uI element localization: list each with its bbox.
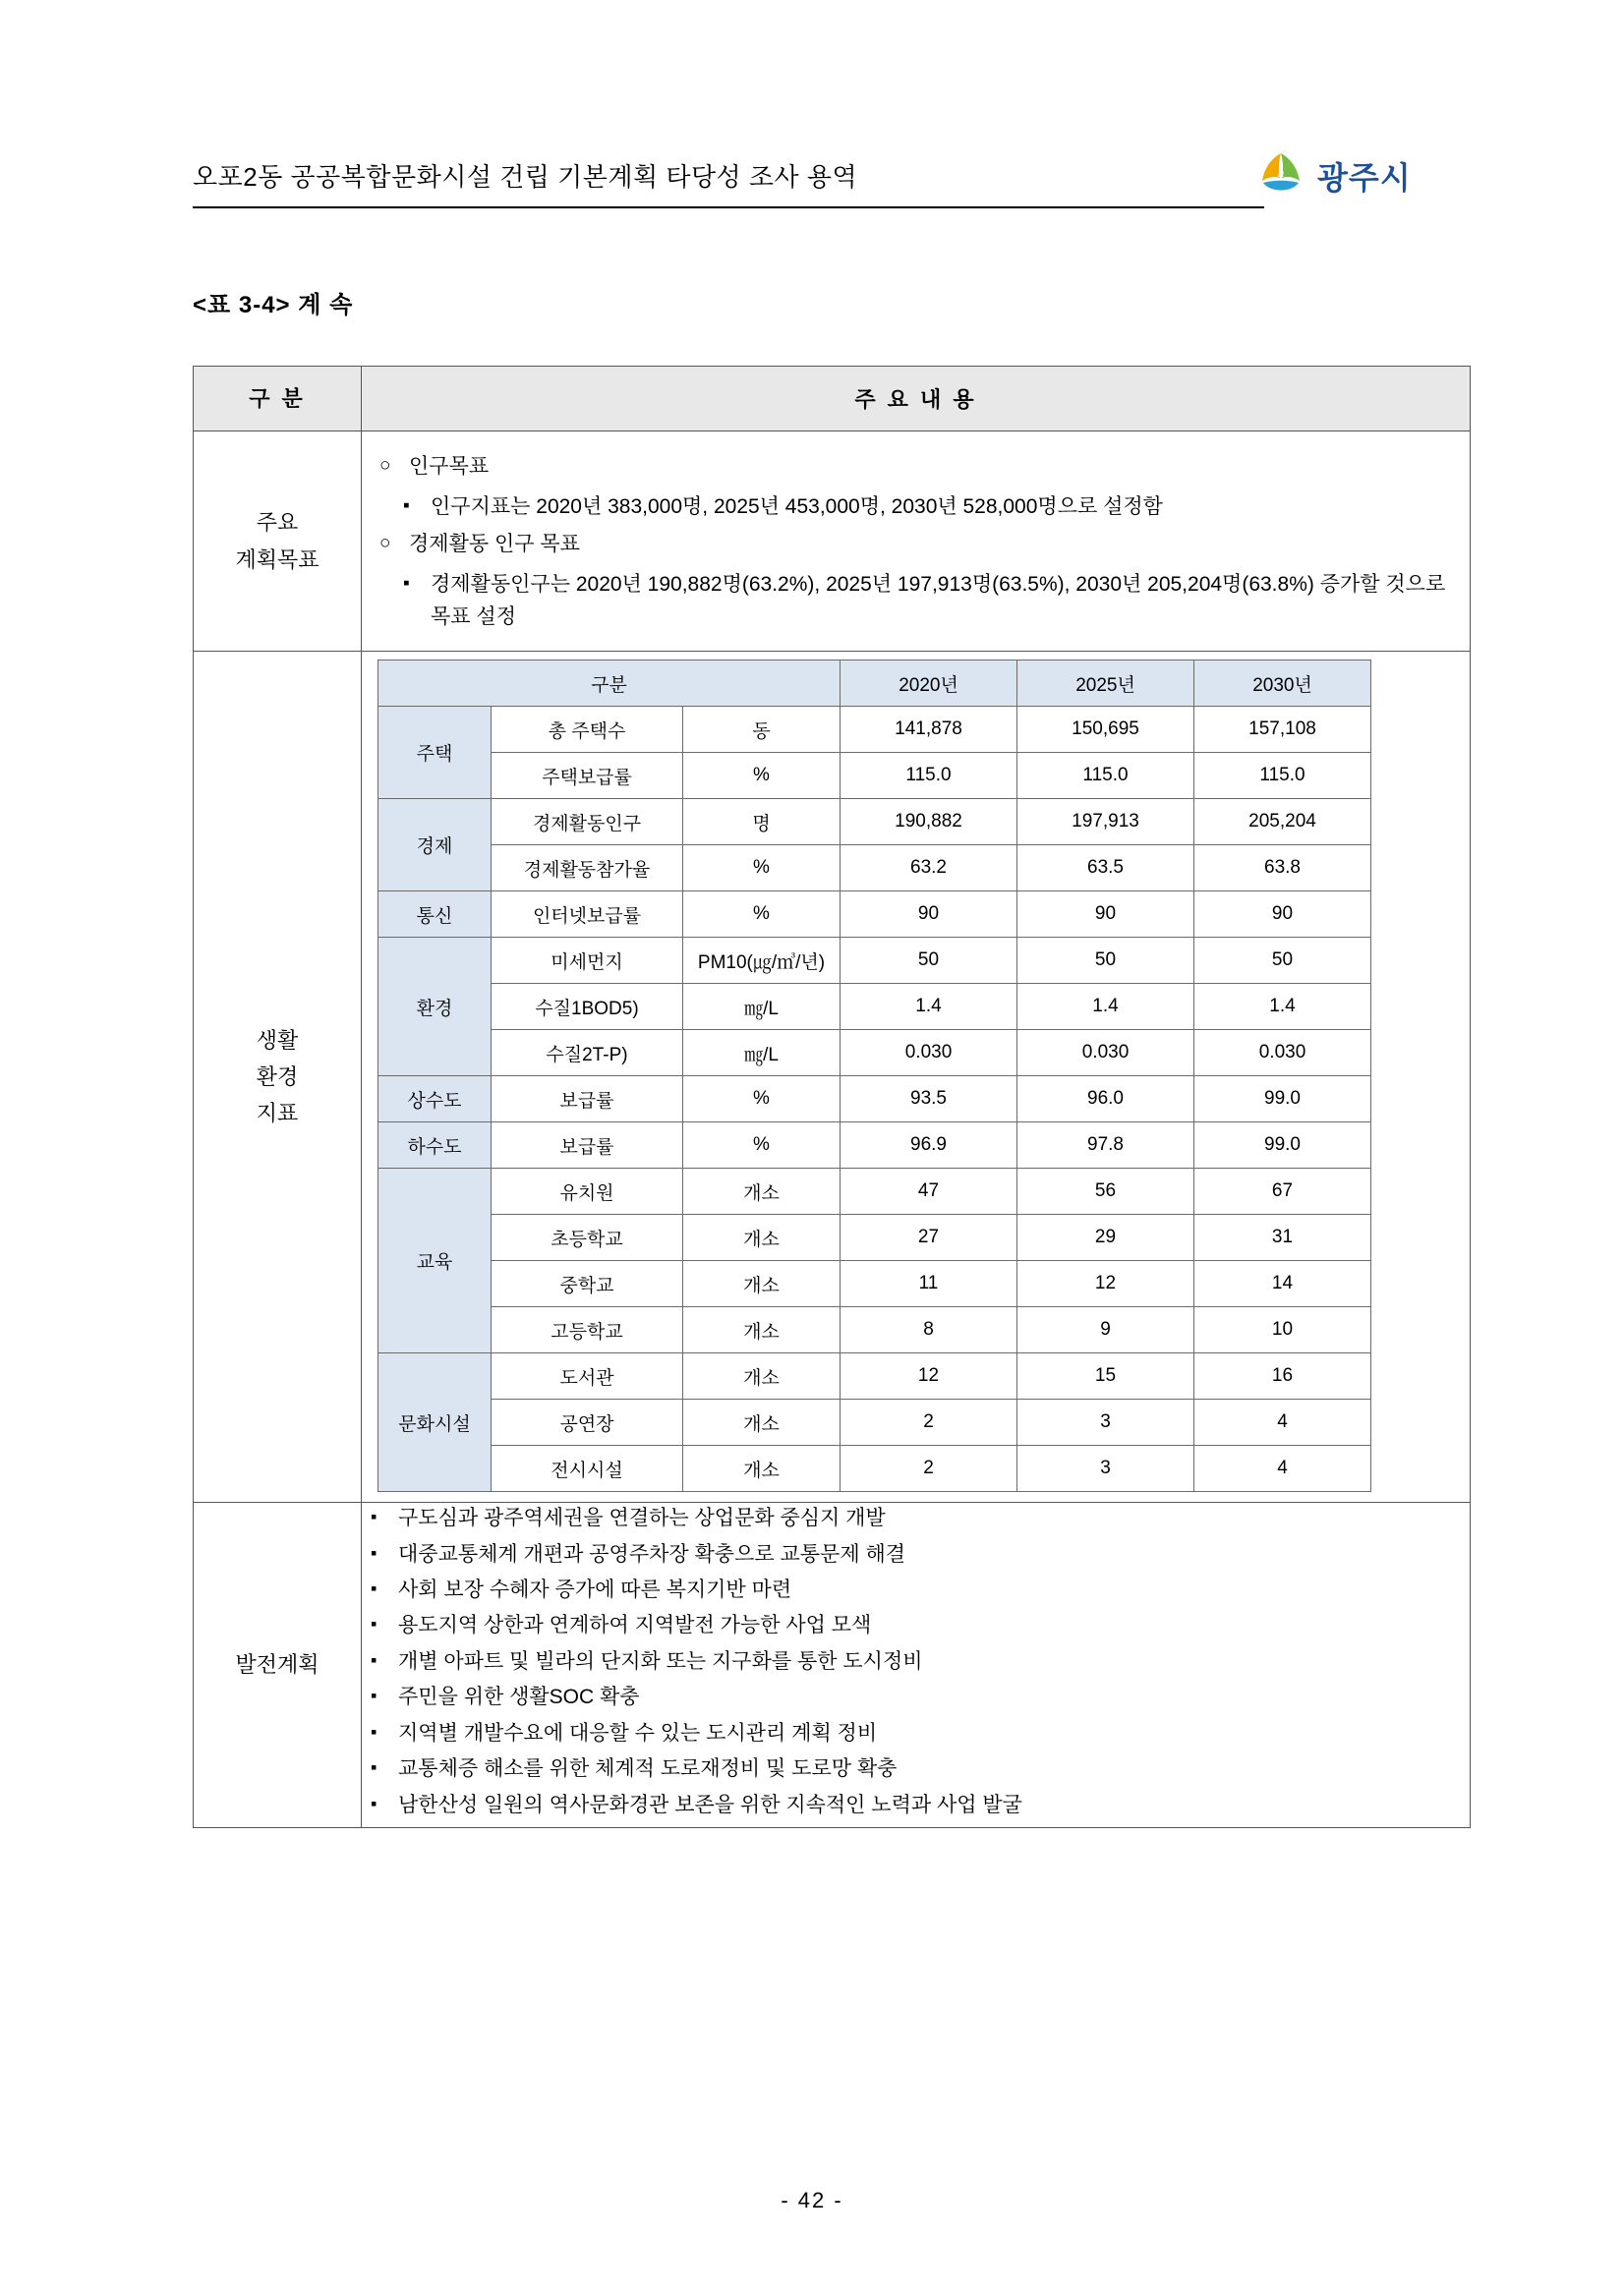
indicator-unit-cell: % <box>683 1076 841 1122</box>
indicator-value-y2020: 12 <box>841 1353 1017 1400</box>
development-plan-item: ▪ 개별 아파트 및 빌라의 단지화 또는 지구화를 통한 도시정비 <box>363 1647 1469 1677</box>
indicator-value-y2020: 0.030 <box>841 1030 1017 1076</box>
indicator-unit-cell: % <box>683 845 841 891</box>
indicator-item-cell: 보급률 <box>492 1076 683 1122</box>
indicator-unit-cell: % <box>683 891 841 938</box>
indicator-unit-cell: ㎎/L <box>683 984 841 1030</box>
indicator-item-cell: 보급률 <box>492 1122 683 1169</box>
indicator-item-cell: 중학교 <box>492 1261 683 1307</box>
indicator-unit-cell: 명 <box>683 799 841 845</box>
indicator-unit-cell: PM10(㎍/㎥/년) <box>683 938 841 984</box>
indicator-unit-cell: 개소 <box>683 1215 841 1261</box>
indicator-value-y2020: 50 <box>841 938 1017 984</box>
indicator-category-cell: 환경 <box>378 938 492 1076</box>
indicator-unit-cell: ㎎/L <box>683 1030 841 1076</box>
indicator-unit-cell: 개소 <box>683 1261 841 1307</box>
row-label-development: 발전계획 <box>194 1503 362 1828</box>
indicator-value-y2030: 157,108 <box>1194 707 1371 753</box>
indicator-row <box>378 707 1371 753</box>
row-label-indicators-line2: 환경 <box>256 1063 299 1089</box>
header-cell-content: 주 요 내 용 <box>362 367 1471 431</box>
indicator-item-cell: 미세먼지 <box>492 938 683 984</box>
indicator-item-cell: 주택보급률 <box>492 753 683 799</box>
indicator-header-y2020: 2020년 <box>841 660 1017 707</box>
indicator-value-y2020: 63.2 <box>841 845 1017 891</box>
indicator-value-y2030: 0.030 <box>1194 1030 1371 1076</box>
indicator-value-y2020: 2 <box>841 1446 1017 1492</box>
indicator-value-y2020: 90 <box>841 891 1017 938</box>
indicator-value-y2025: 0.030 <box>1017 1030 1194 1076</box>
indicator-unit-cell: 개소 <box>683 1169 841 1215</box>
indicator-item-cell: 수질1BOD5) <box>492 984 683 1030</box>
table-row <box>194 431 1471 652</box>
table-row <box>194 652 1471 1503</box>
development-plan-item: ▪ 사회 보장 수혜자 증가에 따른 복지기반 마련 <box>363 1576 1469 1605</box>
header-cell-gubun: 구 분 <box>194 367 362 431</box>
development-plan-item: ▪ 주민을 위한 생활SOC 확충 <box>363 1683 1469 1712</box>
indicator-category-cell: 하수도 <box>378 1122 492 1169</box>
indicator-value-y2025: 29 <box>1017 1215 1194 1261</box>
indicator-item-cell: 전시시설 <box>492 1446 683 1492</box>
row-content-goal <box>362 431 1471 652</box>
indicator-value-y2025: 12 <box>1017 1261 1194 1307</box>
indicator-row <box>378 1446 1371 1492</box>
goal-item-0: ○ 인구목표 <box>379 451 1452 484</box>
indicator-value-y2025: 3 <box>1017 1446 1194 1492</box>
indicator-value-y2025: 97.8 <box>1017 1122 1194 1169</box>
indicator-category-cell: 통신 <box>378 891 492 938</box>
indicator-unit-cell: 개소 <box>683 1400 841 1446</box>
svg-text:n: n <box>1277 165 1285 180</box>
indicator-item-cell: 총 주택수 <box>492 707 683 753</box>
indicator-row <box>378 845 1371 891</box>
indicator-value-y2025: 1.4 <box>1017 984 1194 1030</box>
indicator-value-y2020: 11 <box>841 1261 1017 1307</box>
indicator-unit-cell: 동 <box>683 707 841 753</box>
indicator-row <box>378 1307 1371 1353</box>
row-label-goal-line1: 주요 <box>256 510 299 536</box>
indicator-category-cell: 상수도 <box>378 1076 492 1122</box>
indicator-item-cell: 고등학교 <box>492 1307 683 1353</box>
indicator-item-cell: 경제활동참가율 <box>492 845 683 891</box>
indicator-value-y2030: 1.4 <box>1194 984 1371 1030</box>
indicator-row <box>378 1261 1371 1307</box>
indicator-value-y2020: 1.4 <box>841 984 1017 1030</box>
indicator-value-y2025: 150,695 <box>1017 707 1194 753</box>
development-plan-item: ▪ 지역별 개발수요에 대응할 수 있는 도시관리 계획 정비 <box>363 1719 1469 1749</box>
indicator-header-y2030: 2030년 <box>1194 660 1371 707</box>
indicator-row <box>378 1353 1371 1400</box>
indicator-value-y2030: 205,204 <box>1194 799 1371 845</box>
row-label-indicators-line1: 생활 <box>256 1027 299 1053</box>
indicator-item-cell: 유치원 <box>492 1169 683 1215</box>
row-content-indicators <box>362 652 1471 1503</box>
main-table <box>193 366 1471 1828</box>
indicator-unit-cell: % <box>683 753 841 799</box>
indicator-value-y2030: 67 <box>1194 1169 1371 1215</box>
indicator-value-y2030: 16 <box>1194 1353 1371 1400</box>
indicator-value-y2025: 63.5 <box>1017 845 1194 891</box>
indicator-category-cell: 문화시설 <box>378 1353 492 1492</box>
development-plan-item: ▪ 남한산성 일원의 역사문화경관 보존을 위한 지속적인 노력과 사업 발굴 <box>363 1791 1469 1820</box>
indicator-value-y2030: 99.0 <box>1194 1122 1371 1169</box>
indicator-row <box>378 984 1371 1030</box>
indicator-category-cell: 경제 <box>378 799 492 891</box>
indicator-value-y2030: 50 <box>1194 938 1371 984</box>
indicator-row <box>378 1400 1371 1446</box>
indicator-value-y2025: 9 <box>1017 1307 1194 1353</box>
indicator-value-y2030: 4 <box>1194 1446 1371 1492</box>
indicator-row <box>378 1030 1371 1076</box>
development-plan-list <box>363 1504 1469 1820</box>
row-label-goal <box>194 431 362 652</box>
indicator-value-y2020: 93.5 <box>841 1076 1017 1122</box>
indicator-value-y2020: 190,882 <box>841 799 1017 845</box>
row-label-indicators-line3: 지표 <box>256 1101 299 1126</box>
indicator-item-cell: 인터넷보급률 <box>492 891 683 938</box>
indicator-item-cell: 경제활동인구 <box>492 799 683 845</box>
indicator-value-y2020: 115.0 <box>841 753 1017 799</box>
development-plan-item: ▪ 대중교통체계 개편과 공영주차장 확충으로 교통문제 해결 <box>363 1540 1469 1570</box>
indicator-header-y2025: 2025년 <box>1017 660 1194 707</box>
development-plan-item: ▪ 교통체증 해소를 위한 체계적 도로재정비 및 도로망 확충 <box>363 1754 1469 1784</box>
indicator-unit-cell: 개소 <box>683 1446 841 1492</box>
indicator-value-y2020: 47 <box>841 1169 1017 1215</box>
indicator-category-cell: 주택 <box>378 707 492 799</box>
indicator-unit-cell: 개소 <box>683 1307 841 1353</box>
indicator-value-y2020: 141,878 <box>841 707 1017 753</box>
indicator-category-cell: 교육 <box>378 1169 492 1353</box>
indicator-row <box>378 799 1371 845</box>
page-header <box>193 147 1441 218</box>
table-caption: <표 3-4> 계 속 <box>193 292 354 318</box>
indicator-value-y2030: 4 <box>1194 1400 1371 1446</box>
indicator-value-y2030: 99.0 <box>1194 1076 1371 1122</box>
table-header-row <box>194 367 1471 431</box>
indicator-value-y2030: 10 <box>1194 1307 1371 1353</box>
indicator-item-cell: 초등학교 <box>492 1215 683 1261</box>
indicator-value-y2020: 27 <box>841 1215 1017 1261</box>
indicator-value-y2025: 15 <box>1017 1353 1194 1400</box>
indicator-value-y2020: 8 <box>841 1307 1017 1353</box>
table-row <box>194 1503 1471 1828</box>
indicator-item-cell: 도서관 <box>492 1353 683 1400</box>
logo-text: 광주시 <box>1317 160 1412 196</box>
row-content-development <box>362 1503 1471 1828</box>
indicator-header-gubun: 구분 <box>378 660 841 707</box>
indicator-value-y2025: 115.0 <box>1017 753 1194 799</box>
indicator-value-y2030: 115.0 <box>1194 753 1371 799</box>
indicator-value-y2025: 50 <box>1017 938 1194 984</box>
indicator-unit-cell: 개소 <box>683 1353 841 1400</box>
header-title: 오포2동 공공복합문화시설 건립 기본계획 타당성 조사 용역 <box>193 162 858 192</box>
page-number: - 42 - <box>781 2188 843 2212</box>
indicator-item-cell: 공연장 <box>492 1400 683 1446</box>
indicator-value-y2025: 197,913 <box>1017 799 1194 845</box>
row-label-indicators <box>194 652 362 1503</box>
indicator-item-cell: 수질2T-P) <box>492 1030 683 1076</box>
indicator-value-y2030: 90 <box>1194 891 1371 938</box>
indicator-row <box>378 1169 1371 1215</box>
indicator-unit-cell: % <box>683 1122 841 1169</box>
logo-emblem-icon <box>1254 149 1307 202</box>
indicator-row <box>378 1215 1371 1261</box>
indicator-value-y2025: 90 <box>1017 891 1194 938</box>
development-plan-item: ▪ 용도지역 상한과 연계하여 지역발전 가능한 사업 모색 <box>363 1611 1469 1640</box>
goal-item-2: ○ 경제활동 인구 목표 <box>379 529 1452 561</box>
indicator-value-y2025: 56 <box>1017 1169 1194 1215</box>
indicator-value-y2030: 31 <box>1194 1215 1371 1261</box>
goal-item-3: ▪ 경제활동인구는 2020년 190,882명(63.2%), 2025년 197,913명(63.5%), 2030년 205,204명(63.8%) 증가할 것으로 목표 설정 <box>379 569 1452 633</box>
indicator-value-y2025: 3 <box>1017 1400 1194 1446</box>
goal-item-1: ▪ 인구지표는 2020년 383,000명, 2025년 453,000명, 2030년 528,000명으로 설정함 <box>379 491 1452 524</box>
city-logo <box>1235 147 1441 206</box>
indicator-value-y2020: 2 <box>841 1400 1017 1446</box>
indicator-value-y2020: 96.9 <box>841 1122 1017 1169</box>
header-divider <box>193 206 1264 208</box>
indicator-table <box>377 660 1371 1492</box>
indicator-row <box>378 938 1371 984</box>
indicator-row <box>378 891 1371 938</box>
development-plan-item: ▪ 구도심과 광주역세권을 연결하는 상업문화 중심지 개발 <box>363 1504 1469 1533</box>
indicator-value-y2030: 14 <box>1194 1261 1371 1307</box>
indicator-row <box>378 753 1371 799</box>
indicator-value-y2030: 63.8 <box>1194 845 1371 891</box>
row-label-goal-line2: 계획목표 <box>235 546 319 572</box>
indicator-row <box>378 1076 1371 1122</box>
indicator-header-row <box>378 660 1371 707</box>
indicator-value-y2025: 96.0 <box>1017 1076 1194 1122</box>
indicator-row <box>378 1122 1371 1169</box>
